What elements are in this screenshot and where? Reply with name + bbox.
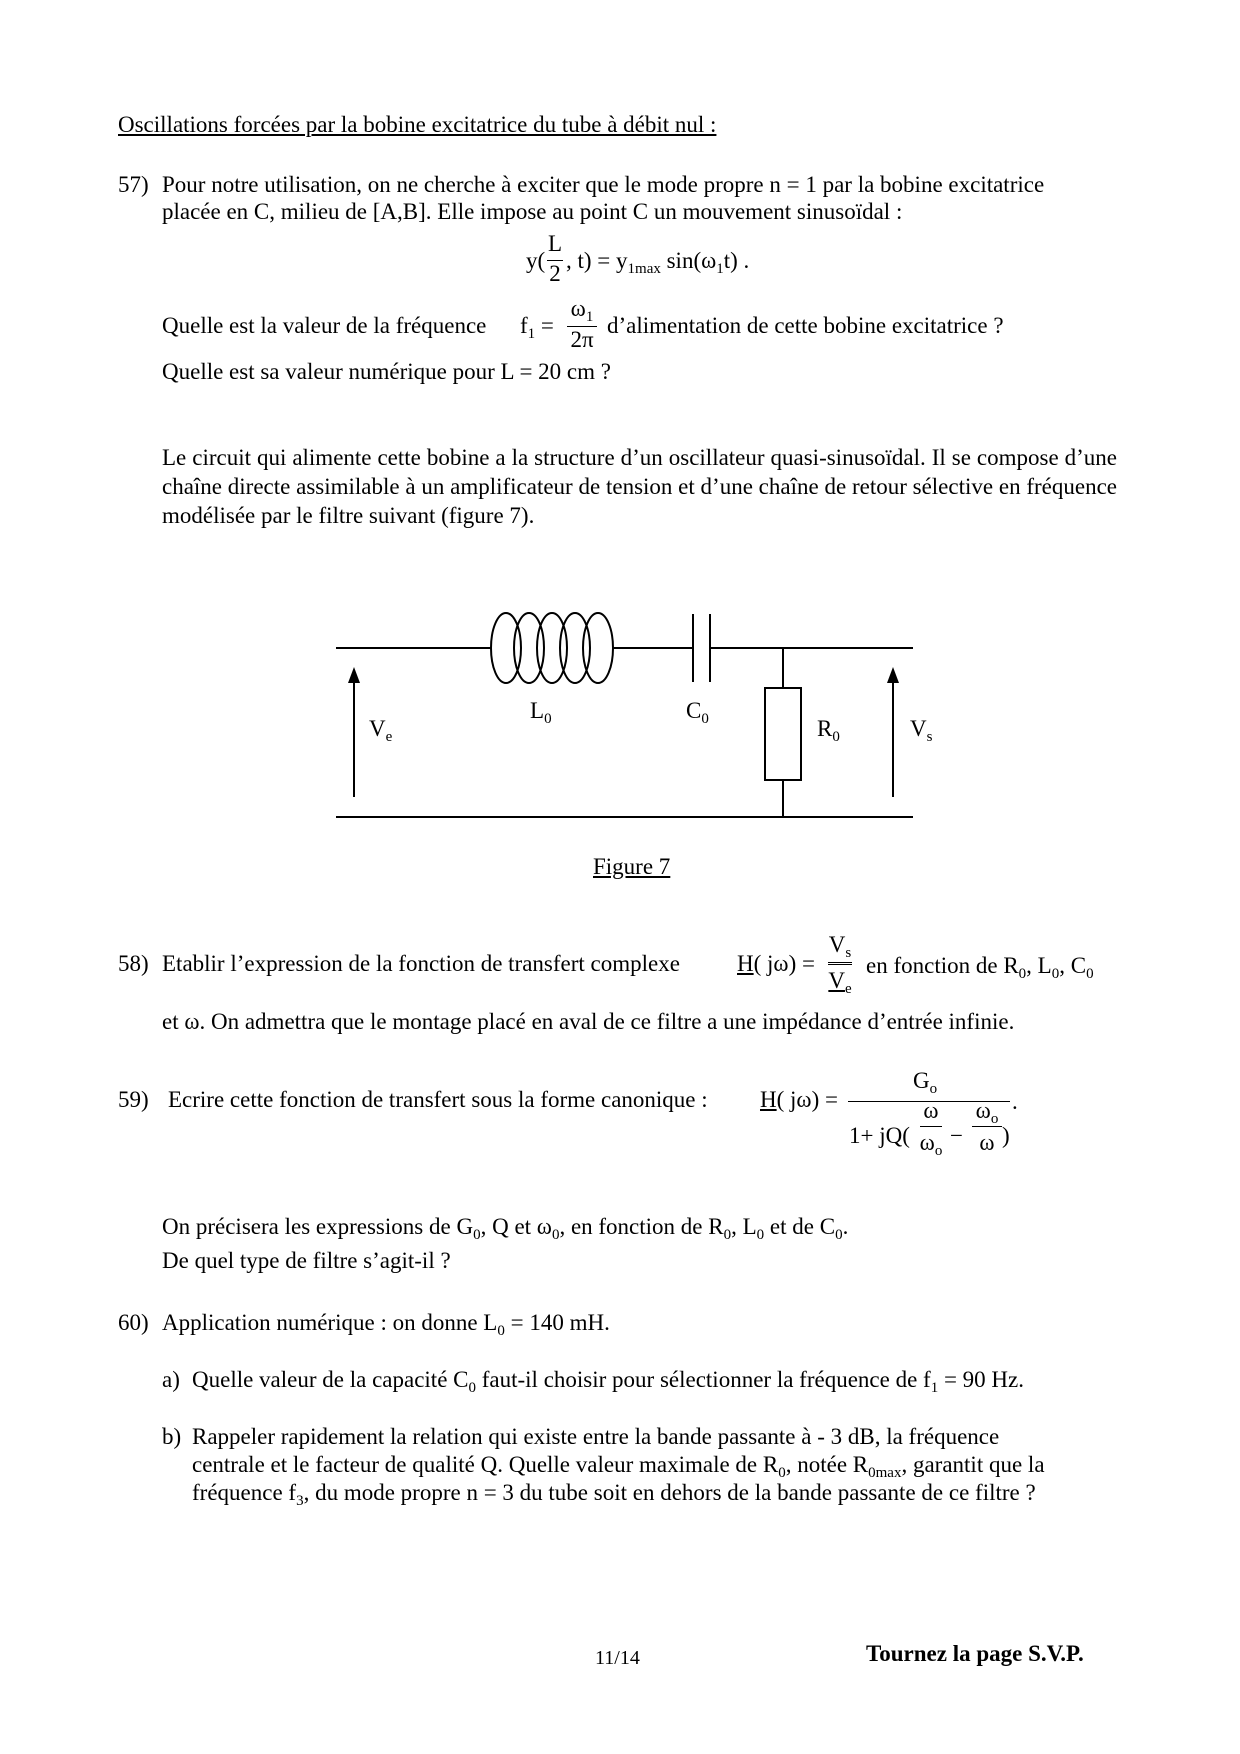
q58-text: Etablir l’expression de la fonction de transfert complexe bbox=[162, 951, 680, 976]
q60-text: Application numérique : on donne $L_0 = 140$ mH. bbox=[162, 1310, 610, 1339]
ve-arrow-head bbox=[348, 667, 360, 683]
q57-question2: Quelle est sa valeur numérique pour L = 20 cm ? bbox=[162, 359, 611, 384]
q58-line2: et ω. On admettra que le montage placé en aval de ce filtre a une impédance d’entrée infinie. bbox=[162, 1009, 1015, 1034]
q59-number: 59) bbox=[118, 1087, 149, 1112]
label-l0: $L_0$ bbox=[530, 698, 552, 727]
section-title: Oscillations forcées par la bobine excitatrice du tube à débit nul : bbox=[118, 112, 717, 137]
page-number: 11/14 bbox=[595, 1647, 640, 1669]
q59-line2: On précisera les expressions de $G_0$, Q et $\omega_0$, en fonction de $R_0$, $L_0$ et de $C_0$. bbox=[162, 1214, 849, 1243]
q57-question1: Quelle est la valeur de la fréquence bbox=[162, 313, 487, 338]
label-r0: $R_0$ bbox=[817, 716, 840, 745]
q57-question1-after: d’alimentation de cette bobine excitatrice ? bbox=[607, 313, 1004, 338]
q57-number: 57) bbox=[118, 172, 149, 197]
q59-text: Ecrire cette fonction de transfert sous la forme canonique : bbox=[168, 1087, 708, 1112]
q60-b-line2: centrale et le facteur de qualité Q. Quelle valeur maximale de $R_0$, notée $R_{0max}$, garantit que la bbox=[192, 1452, 1045, 1481]
q60-b-label: b) bbox=[162, 1424, 182, 1449]
q57-line1: Pour notre utilisation, on ne cherche à exciter que le mode propre n = 1 par la bobine excitatrice bbox=[162, 172, 1045, 197]
resistor-body bbox=[765, 688, 801, 780]
inductor-coil bbox=[491, 613, 613, 683]
intro-paragraph: Le circuit qui alimente cette bobine a la structure d’un oscillateur quasi-sinusoïdal. Il se compose d’une chaîne directe assimilable à un amplificateur de tension et d’une chaîne de retour sélective en fréquence modélisée par le filtre suivant (figure 7). bbox=[162, 445, 1117, 528]
q60-b-line1: Rappeler rapidement la relation qui existe entre la bande passante à - 3 dB, la fréquence bbox=[192, 1424, 1000, 1449]
q60-b-line3: fréquence $f_3$, du mode propre n = 3 du tube soit en dehors de la bande passante de ce filtre ? bbox=[192, 1480, 1036, 1509]
vs-arrow-head bbox=[887, 667, 899, 683]
q57-line2: placée en C, milieu de [A,B]. Elle impose au point C un mouvement sinusoïdal : bbox=[162, 199, 903, 224]
q60-number: 60) bbox=[118, 1310, 149, 1335]
q60-a-label: a) bbox=[162, 1367, 180, 1392]
label-ve: $V_e$ bbox=[369, 716, 393, 745]
q60-a-text: Quelle valeur de la capacité $C_0$ faut-il choisir pour sélectionner la fréquence de $f_1 = 90$ Hz. bbox=[192, 1367, 1024, 1396]
label-vs: $V_s$ bbox=[910, 716, 933, 745]
figure-caption: Figure 7 bbox=[593, 854, 671, 879]
q59-line3: De quel type de filtre s’agit-il ? bbox=[162, 1248, 451, 1273]
label-c0: $C_0$ bbox=[686, 698, 709, 727]
q58-number: 58) bbox=[118, 951, 149, 976]
q58-text-after: en fonction de $R_0$, $L_0$, $C_0$ bbox=[866, 953, 1094, 982]
turn-page-note: Tournez la page S.V.P. bbox=[866, 1641, 1084, 1666]
